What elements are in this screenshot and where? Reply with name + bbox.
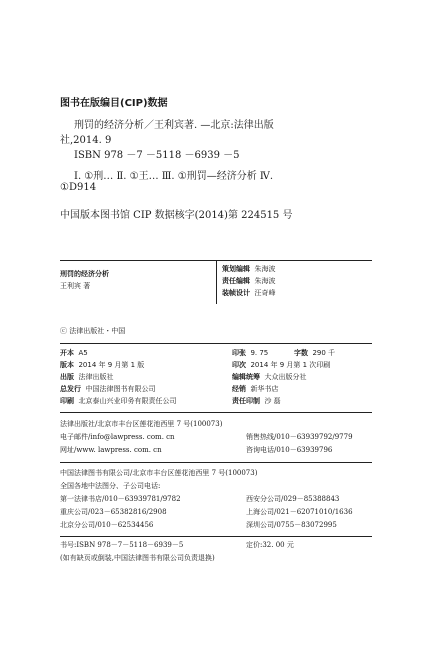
spec-print-sheets: 印张 9. 75	[232, 349, 269, 357]
distributor-branch-right-3: 深圳公司/0755－83072995	[246, 521, 337, 529]
role-cover-designer: 装帧设计 汪奇峰	[222, 289, 276, 297]
publisher-consult-phone: 咨询电话/010－63939796	[246, 446, 333, 454]
publisher-email: 电子邮件/info@lawpress. com. cn	[60, 433, 175, 441]
book-title: 刑罚的经济分析	[60, 270, 109, 278]
spec-distributor: 总发行 中国法律图书有限公司	[60, 385, 156, 393]
footer-isbn: 书号:ISBN 978－7－5118－6939－5	[60, 541, 184, 549]
spec-printer: 印刷 北京泰山兴业印务有限责任公司	[60, 397, 177, 405]
role-planning-editor: 策划编辑 朱海波	[222, 265, 276, 273]
cip-data-number: 中国版本图书馆 CIP 数据核字(2014)第 224515 号	[60, 210, 293, 221]
distributor-branch-right-2: 上海公司/021－62071010/1636	[246, 508, 353, 516]
publisher-bottom-rule	[60, 462, 372, 463]
role-responsible-editor: 责任编辑 朱海波	[222, 277, 276, 285]
cip-classification-line-1: Ⅰ. ①刑… Ⅱ. ①王… Ⅲ. ①刑罚—经济分析 Ⅳ.	[74, 171, 274, 182]
spec-print-run: 印次 2014 年 9 月第 1 次印刷	[232, 361, 331, 369]
spec-edition: 版本 2014 年 9 月第 1 版	[60, 361, 145, 369]
cip-record-line-1: 刑罚的经济分析／王利宾著. —北京:法律出版	[74, 120, 274, 131]
distributor-intro: 全国各地中法图分、子公司电话:	[60, 482, 161, 490]
footer-top-rule	[60, 536, 372, 537]
publisher-website: 网址/www. lawpress. com. cn	[60, 446, 162, 454]
copyright-line: ⓒ 法律出版社・中国	[60, 327, 126, 335]
specs-top-rule	[60, 343, 372, 344]
distributor-branch-left-2: 重庆公司/023－65382816/2908	[60, 508, 167, 516]
distributor-address: 中国法律图书有限公司/北京市丰台区莲花池西里 7 号(100073)	[60, 469, 258, 477]
cip-classification-line-2: ①D914	[60, 182, 97, 193]
distributor-branch-left-3: 北京分公司/010－62534456	[60, 521, 154, 529]
spec-print-supervisor: 责任印制 沙 磊	[232, 397, 281, 405]
distributor-branch-left-1: 第一法律书店/010－63939781/9782	[60, 495, 181, 503]
book-author: 王利宾 著	[60, 282, 91, 290]
book-box-divider	[216, 260, 217, 304]
spec-editorial-coordination: 编辑统筹 大众出版分社	[232, 373, 307, 381]
publisher-sales-hotline: 销售热线/010－63939792/9779	[246, 433, 353, 441]
cip-isbn: ISBN 978 －7 －5118 －6939 －5	[74, 150, 240, 161]
publisher-address: 法律出版社/北京市丰台区莲花池西里 7 号(100073)	[60, 420, 223, 428]
spec-format: 开本 A5	[60, 349, 88, 357]
footer-notice: (如有缺页或倒装,中国法律图书有限公司负责退换)	[60, 554, 215, 562]
spec-publisher: 出版 法律出版社	[60, 373, 114, 381]
specs-bottom-rule	[60, 412, 372, 413]
footer-price: 定价:32. 00 元	[246, 541, 294, 549]
cip-heading: 图书在版编目(CIP)数据	[60, 98, 168, 109]
spec-seller: 经销 新华书店	[232, 385, 279, 393]
distributor-branch-right-1: 西安分公司/029－85388843	[246, 495, 340, 503]
spec-word-count: 字数 290 千	[294, 349, 336, 357]
cip-record-line-2: 社,2014. 9	[60, 135, 112, 146]
